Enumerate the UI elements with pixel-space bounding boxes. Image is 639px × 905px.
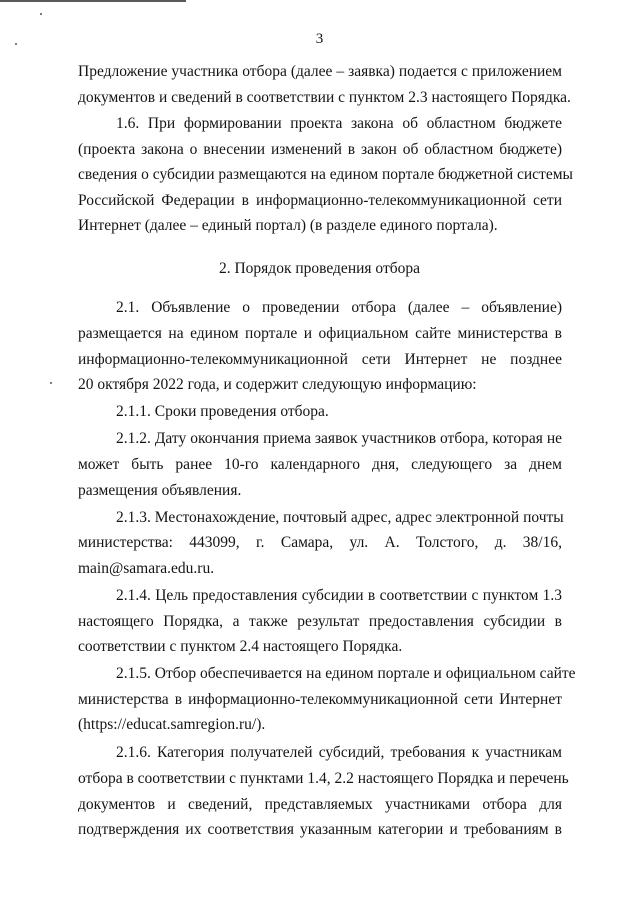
text-line: 2.1. Объявление о проведении отбора (далее – объявление) [116, 299, 562, 316]
text-line: документов и сведений, представляемых участниками отбора для [78, 796, 562, 813]
scan-speck [40, 13, 42, 15]
text-line: информационно-телекоммуникационной сети Интернет не позднее [78, 351, 562, 368]
text-line: 2.1.2. Дату окончания приема заявок участников отбора, которая не [116, 430, 562, 447]
text-line: 1.6. При формировании проекта закона об областном бюджете [116, 115, 562, 132]
text-line: 20 октября 2022 года, и содержит следующую информацию: [78, 376, 477, 393]
text-line: размещения объявления. [78, 482, 242, 499]
text-line: может быть ранее 10-го календарного дня, следующего за днем [78, 456, 562, 473]
text-line: размещается на едином портале и официальном сайте министерства в [78, 325, 562, 342]
text-line: 2.1.1. Сроки проведения отбора. [116, 403, 329, 420]
text-line: настоящего Порядка, а также результат предоставления субсидии в [78, 613, 562, 630]
text-line: 2.1.3. Местонахождение, почтовый адрес, адрес электронной почты [116, 509, 564, 526]
text-line: 2.1.4. Цель предоставления субсидии в соответствии с пунктом 1.3 [116, 587, 562, 604]
text-line: документов и сведений в соответствии с пунктом 2.3 настоящего Порядка. [78, 89, 571, 106]
text-line: (https://educat.samregion.ru/). [78, 716, 266, 733]
text-line: отбора в соответствии с пунктами 1.4, 2.2 настоящего Порядка и перечень [78, 770, 569, 787]
text-line: министерства: 443099, г. Самара, ул. А. Толстого, д. 38/16, [78, 534, 562, 551]
text-line: министерства в информационно-телекоммуникационной сети Интернет [78, 691, 562, 708]
text-line: соответствии с пунктом 2.4 настоящего Порядка. [78, 638, 403, 655]
text-line: подтверждения их соответствия указанным категории и требованиям в [78, 821, 562, 838]
text-line: Интернет (далее – единый портал) (в разделе единого портала). [78, 217, 498, 234]
text-line: 2.1.6. Категория получателей субсидий, требования к участникам [116, 744, 562, 761]
scan-edge-line [0, 0, 186, 2]
section-heading: 2. Порядок проведения отбора [218, 260, 420, 277]
text-line: Российской Федерации в информационно-телекоммуникационной сети [78, 192, 562, 209]
text-line: сведения о субсидии размещаются на едином портале бюджетной системы [78, 166, 573, 183]
page-number: 3 [315, 31, 324, 47]
text-line: main@samara.edu.ru. [78, 560, 215, 577]
scan-speck [50, 382, 52, 384]
text-line: (проекта закона о внесении изменений в закон об областном бюджете) [78, 141, 562, 158]
text-line: Предложение участника отбора (далее – заявка) подается с приложением [78, 63, 562, 80]
text-line: 2.1.5. Отбор обеспечивается на едином портале и официальном сайте [116, 665, 576, 682]
